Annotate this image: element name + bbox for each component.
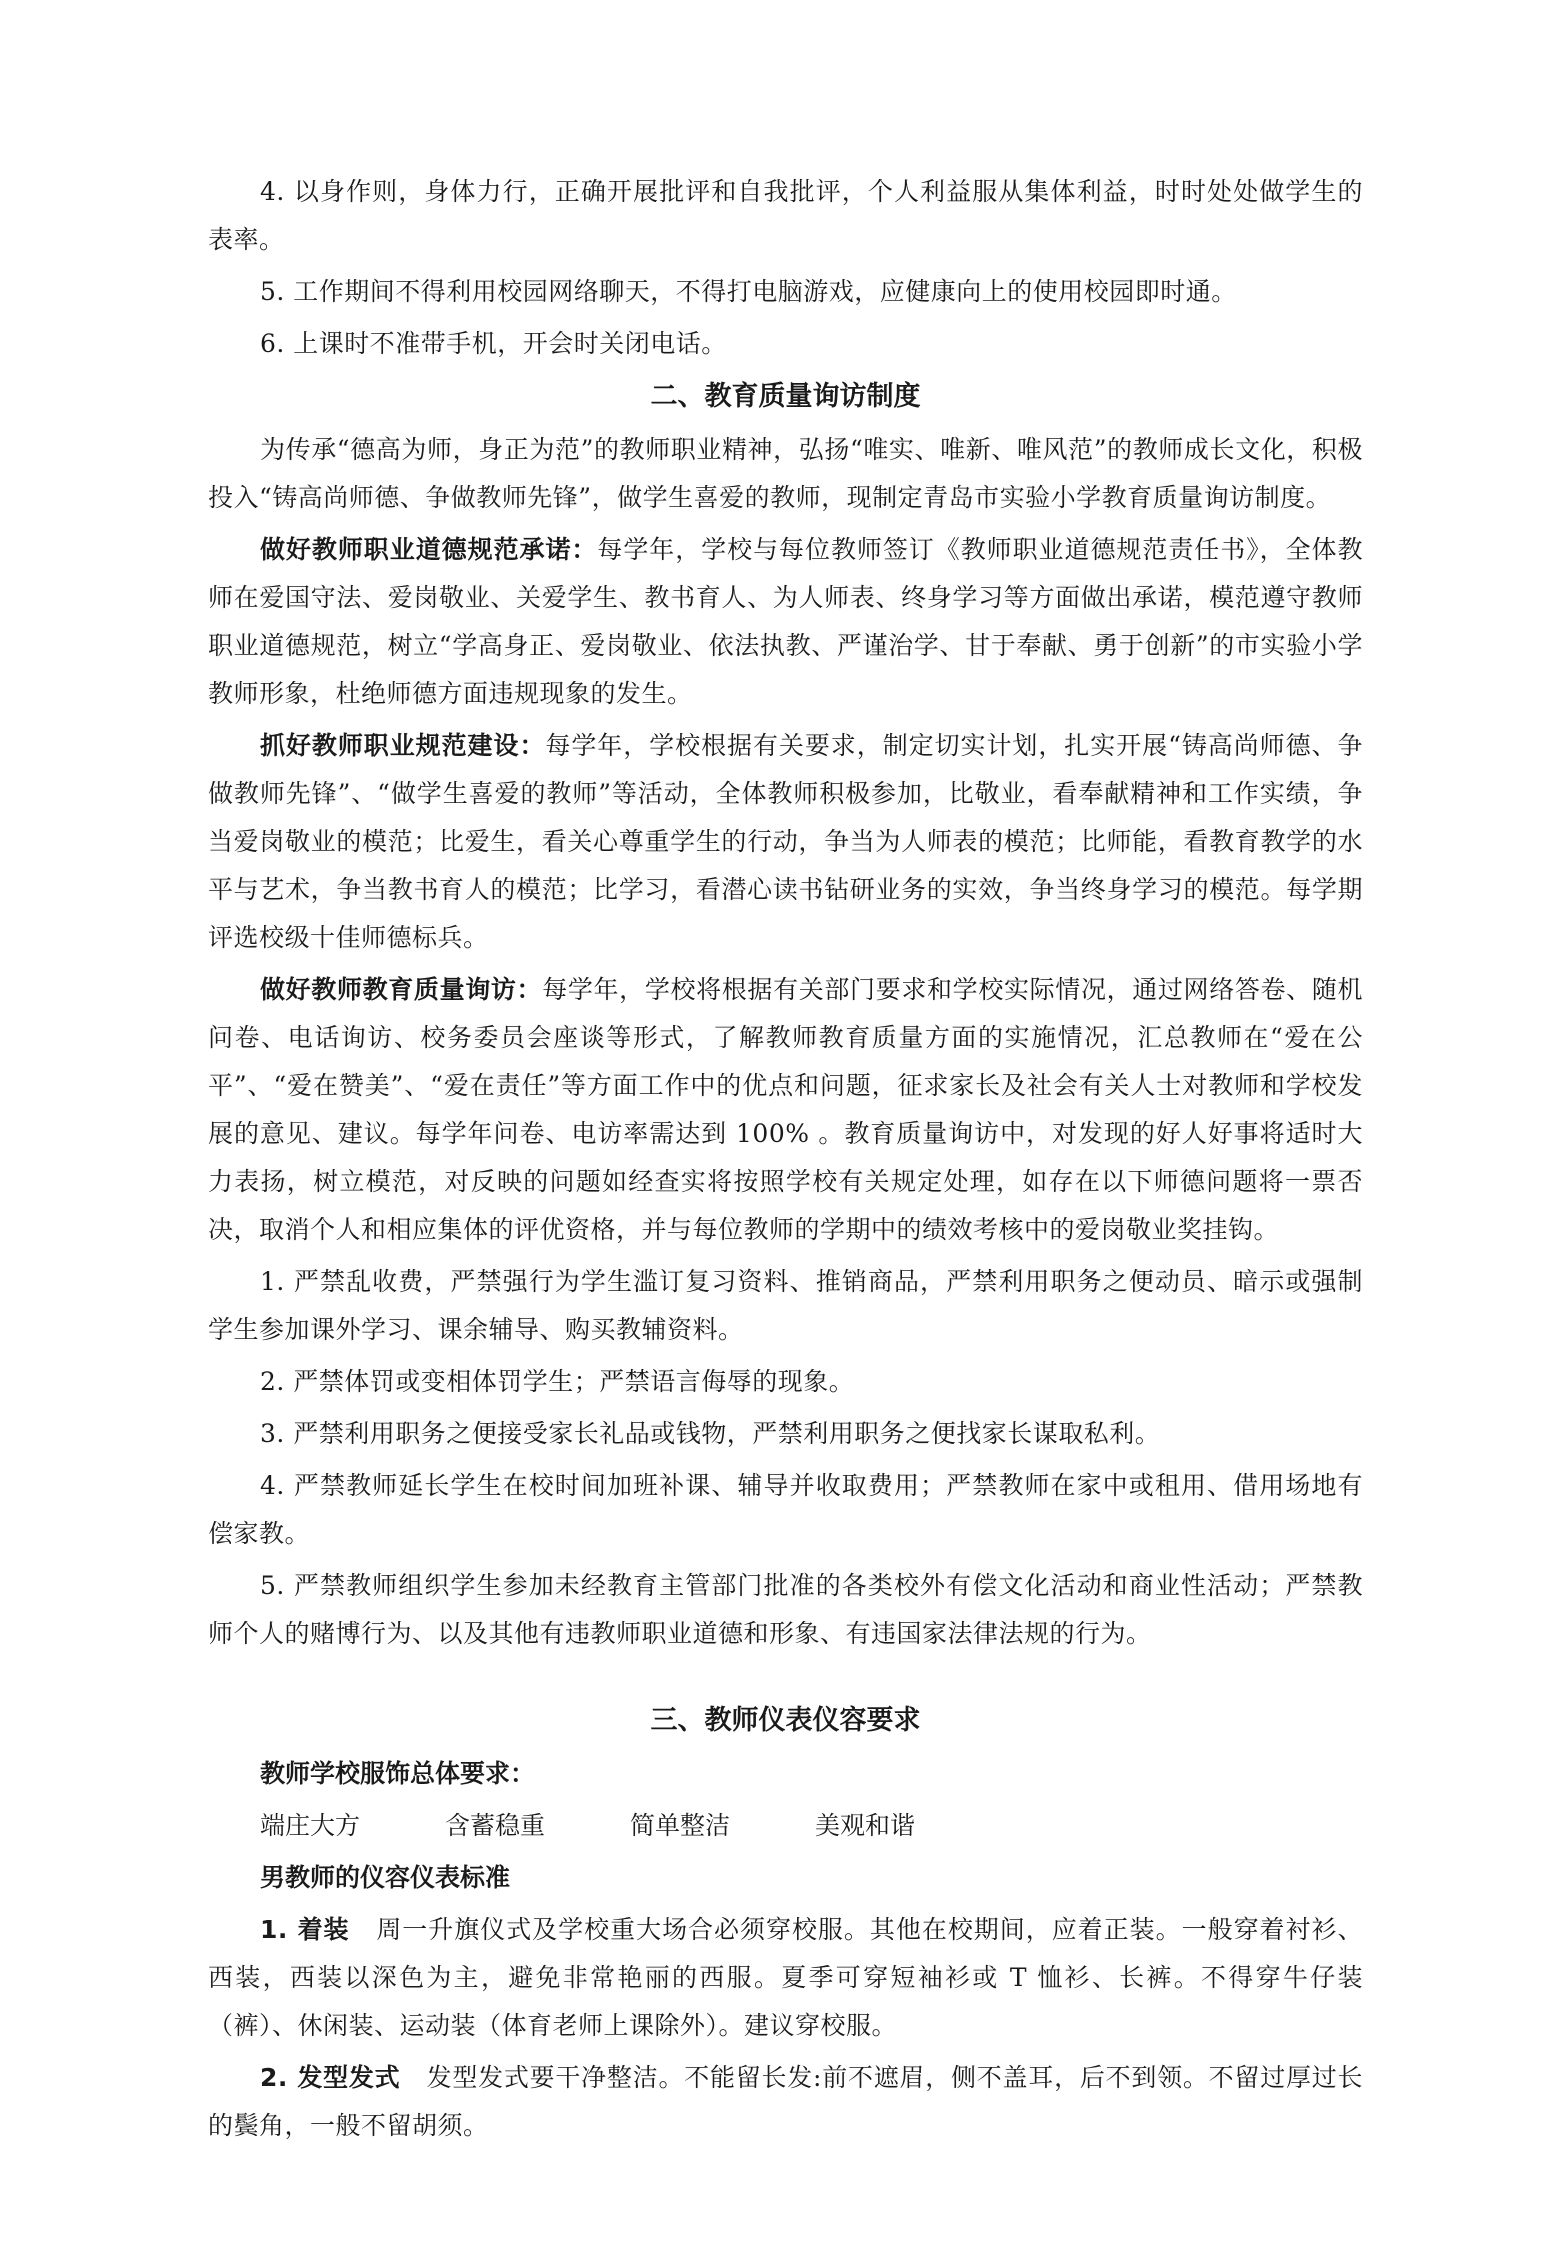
prohibition-item-2: 2. 严禁体罚或变相体罚学生；严禁语言侮辱的现象。 [260, 1367, 855, 1396]
prohibition-item-1: 1. 严禁乱收费，严禁强行为学生滥订复习资料、推销商品，严禁利用职务之便动员、暗示或强制学生参加课外学习、课余辅导、购买教辅资料。 [208, 1267, 1363, 1344]
overall-dress-heading: 教师学校服饰总体要求： [260, 1759, 536, 1788]
inquiry-text: 每学年，学校将根据有关部门要求和学校实际情况，通过网络答卷、随机问卷、电话询访、校务委员会座谈等形式，了解教师教育质量方面的实施情况，汇总教师在“爱在公平”、“爱在赞美”、“爱在责任”等方面工作中的优点和问题，征求家长及社会有关人士对教师和学校发展的意见、建议。每学年问卷、电访率需达到 100% 。教育质量询访中，对发现的好人好事将适时大力表扬，树立模范，对反映的问题如经查实将按照学校有关规定处理，如存在以下师德问题将一票否决，取消个人和相应集体的评优资格，并与每位教师的学期中的绩效考核中的爱岗敬业奖挂钩。 [208, 975, 1363, 1244]
commitment-text: 每学年，学校与每位教师签订《教师职业道德规范责任书》，全体教师在爱国守法、爱岗敬业、关爱学生、教书育人、为人师表、终身学习等方面做出承诺，模范遵守教师职业道德规范，树立“学高身正、爱岗敬业、依法执教、严谨治学、甘于奉献、勇于创新”的市实验小学教师形象，杜绝师德方面违规现象的发生。 [208, 535, 1363, 708]
prohibition-item-3: 3. 严禁利用职务之便接受家长礼品或钱物，严禁利用职务之便找家长谋取私利。 [260, 1419, 1161, 1448]
male-teacher-heading: 男教师的仪容仪表标准 [260, 1863, 511, 1892]
principle-2: 含蓄稳重 [445, 1811, 546, 1840]
rule-item-6: 6. 上课时不准带手机，开会时关闭电话。 [260, 329, 727, 358]
male-hair-lead: 2. 发型发式 [260, 2063, 401, 2092]
principle-1: 端庄大方 [260, 1811, 361, 1840]
principle-4: 美观和谐 [815, 1811, 916, 1840]
inquiry-lead: 做好教师教育质量询访： [260, 975, 543, 1004]
principle-3: 简单整洁 [630, 1811, 731, 1840]
male-attire-paragraph [208, 1906, 1363, 2050]
commitment-paragraph [208, 526, 1363, 718]
prohibition-item-4: 4. 严禁教师延长学生在校时间加班补课、辅导并收取费用；严禁教师在家中或租用、借用场地有偿家教。 [208, 1471, 1363, 1548]
prohibition-item-5: 5. 严禁教师组织学生参加未经教育主管部门批准的各类校外有偿文化活动和商业性活动；严禁教师个人的赌博行为、以及其他有违教师职业道德和形象、有违国家法律法规的行为。 [208, 1571, 1363, 1648]
section-2-intro: 为传承“德高为师，身正为范”的教师职业精神，弘扬“唯实、唯新、唯风范”的教师成长文化，积极投入“铸高尚师德、争做教师先锋”，做学生喜爱的教师，现制定青岛市实验小学教育质量询访制度。 [208, 435, 1363, 512]
rule-item-5: 5. 工作期间不得利用校园网络聊天，不得打电脑游戏，应健康向上的使用校园即时通。 [260, 277, 1237, 306]
commitment-lead: 做好教师职业道德规范承诺： [260, 535, 598, 564]
standards-paragraph [208, 722, 1363, 962]
male-attire-lead: 1. 着装 [260, 1915, 350, 1944]
document-page [208, 168, 1363, 2154]
dress-principles [260, 1802, 1363, 1850]
standards-text: 每学年，学校根据有关要求，制定切实计划，扎实开展“铸高尚师德、争做教师先锋”、“做学生喜爱的教师”等活动，全体教师积极参加，比敬业，看奉献精神和工作实绩，争当爱岗敬业的模范；比爱生，看关心尊重学生的行动，争当为人师表的模范；比师能，看教育教学的水平与艺术，争当教书育人的模范；比学习，看潜心读书钻研业务的实效，争当终身学习的模范。每学期评选校级十佳师德标兵。 [208, 731, 1363, 952]
standards-lead: 抓好教师职业规范建设： [260, 731, 546, 760]
male-hair-paragraph [208, 2054, 1363, 2150]
male-attire-text: 周一升旗仪式及学校重大场合必须穿校服。其他在校期间，应着正装。一般穿着衬衫、西装，西装以深色为主，避免非常艳丽的西服。夏季可穿短袖衫或 T 恤衫、长裤。不得穿牛仔装（裤）、休闲装、运动装（体育老师上课除外）。建议穿校服。 [208, 1915, 1363, 2040]
male-hair-text: 发型发式要干净整洁。不能留长发:前不遮眉，侧不盖耳，后不到领。不留过厚过长的鬓角，一般不留胡须。 [208, 2063, 1363, 2140]
inquiry-paragraph [208, 966, 1363, 1254]
section-3-title: 三、教师仪表仪容要求 [650, 1705, 921, 1736]
section-2-title: 二、教育质量询访制度 [650, 381, 921, 412]
rule-item-4: 4. 以身作则，身体力行，正确开展批评和自我批评，个人利益服从集体利益，时时处处做学生的表率。 [208, 177, 1363, 254]
